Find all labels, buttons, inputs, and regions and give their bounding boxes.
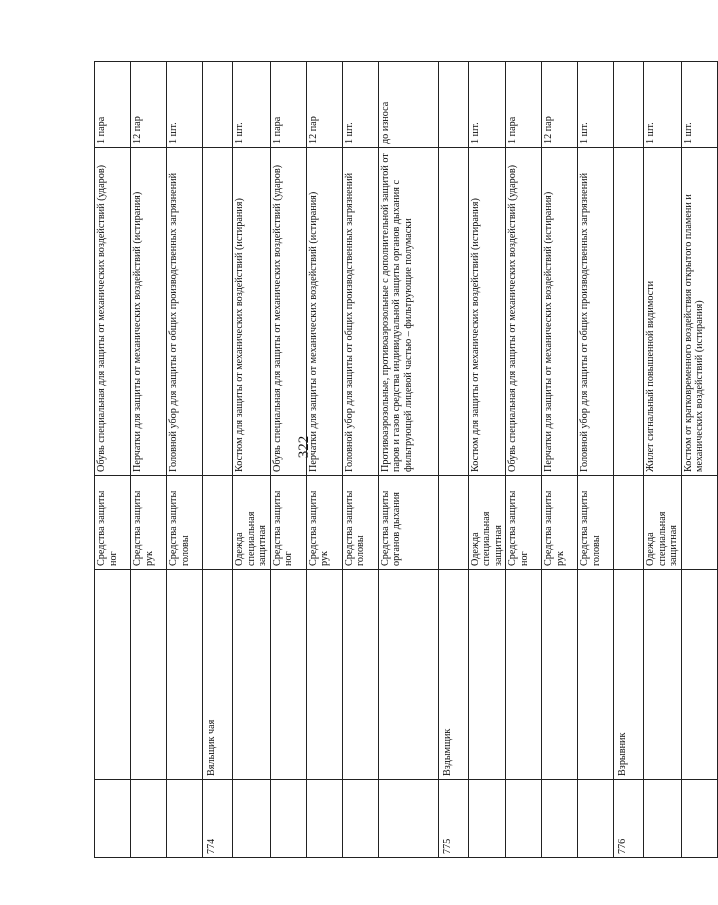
profession-cell: Вяльщик чая [203,570,233,780]
row-number-cell [644,780,682,858]
ppe-name-cell [438,148,468,476]
issue-norm-cell: 1 шт. [233,62,271,148]
issue-norm-cell: 1 пара [270,62,306,148]
profession-cell [578,570,614,780]
profession-cell [270,570,306,780]
profession-cell [378,570,438,780]
issue-norm-cell: 1 шт. [468,62,506,148]
table-row [378,62,438,858]
table-row [270,62,306,858]
ppe-type-cell: Одежда специальная защитная [644,476,682,570]
ppe-type-cell: Средства защиты рук [131,476,167,570]
row-number-cell [131,780,167,858]
profession-cell [306,570,342,780]
table-row [468,62,506,858]
profession-cell [167,570,203,780]
table-row [506,62,542,858]
ppe-type-cell: Средства защиты головы [578,476,614,570]
page-number: 322 [296,435,312,459]
profession-cell [342,570,378,780]
row-number-cell [270,780,306,858]
ppe-name-cell: Головной убор для защиты от общих производственных загрязнений [167,148,203,476]
ppe-name-cell: Перчатки для защиты от механических воздействий (истирания) [542,148,578,476]
ppe-name-cell: Перчатки для защиты от механических воздействий (истирания) [131,148,167,476]
row-number-cell [578,780,614,858]
ppe-type-cell: Средства защиты рук [306,476,342,570]
profession-cell: Вздымщик [438,570,468,780]
table-row [342,62,378,858]
rotated-table-container [94,62,705,858]
row-number-cell [506,780,542,858]
ppe-name-cell [203,148,233,476]
ppe-type-cell: Одежда специальная защитная [233,476,271,570]
profession-cell [644,570,682,780]
table-row [438,62,468,858]
issue-norm-cell: 12 пар [306,62,342,148]
ppe-type-cell [614,476,644,570]
ppe-name-cell: Жилет сигнальный повышенной видимости [644,148,682,476]
issue-norm-cell: 1 пара [506,62,542,148]
row-number-cell: 776 [614,780,644,858]
table-row [167,62,203,858]
ppe-type-cell: Средства защиты ног [270,476,306,570]
row-number-cell [306,780,342,858]
row-number-cell [378,780,438,858]
profession-cell: Взрывник [614,570,644,780]
table-row [578,62,614,858]
issue-norm-cell [203,62,233,148]
table-row [614,62,644,858]
ppe-name-cell: Головной убор для защиты от общих производственных загрязнений [578,148,614,476]
ppe-type-cell: Средства защиты рук [542,476,578,570]
row-number-cell [342,780,378,858]
row-number-cell [233,780,271,858]
row-number-cell: 775 [438,780,468,858]
ppe-name-cell [614,148,644,476]
ppe-type-cell [681,476,717,570]
table-row [681,62,717,858]
issue-norm-cell: 1 пара [95,62,131,148]
table-row [131,62,167,858]
ppe-name-cell: Головной убор для защиты от общих производственных загрязнений [342,148,378,476]
ppe-type-cell: Средства защиты органов дыхания [378,476,438,570]
ppe-type-cell: Средства защиты головы [342,476,378,570]
ppe-name-cell: Костюм от кратковременного воздействия открытого пламени и механических воздействий (истирания) [681,148,717,476]
table-row [306,62,342,858]
profession-cell [506,570,542,780]
row-number-cell [95,780,131,858]
ppe-type-cell [203,476,233,570]
table-row [95,62,131,858]
table-row [542,62,578,858]
ppe-norms-table [94,61,718,858]
profession-cell [95,570,131,780]
table-body [95,62,718,858]
issue-norm-cell: 1 шт. [167,62,203,148]
ppe-name-cell: Костюм для защиты от механических воздействий (истирания) [468,148,506,476]
ppe-norms-table-frame [94,62,705,858]
ppe-name-cell: Противоаэрозольные, противоаэрозольные с дополнительной защитой от паров и газов средства индивидуальной защиты органов дыхания с фильтрующей лицевой частью – фильтрующие полумаски [378,148,438,476]
row-number-cell [167,780,203,858]
profession-cell [542,570,578,780]
issue-norm-cell [614,62,644,148]
issue-norm-cell: до износа [378,62,438,148]
issue-norm-cell: 1 шт. [681,62,717,148]
ppe-type-cell: Средства защиты ног [506,476,542,570]
issue-norm-cell: 1 шт. [644,62,682,148]
profession-cell [468,570,506,780]
ppe-name-cell: Обувь специальная для защиты от механических воздействий (ударов) [270,148,306,476]
issue-norm-cell: 1 шт. [578,62,614,148]
issue-norm-cell [438,62,468,148]
row-number-cell [542,780,578,858]
profession-cell [131,570,167,780]
row-number-cell: 774 [203,780,233,858]
ppe-name-cell: Перчатки для защиты от механических воздействий (истирания) [306,148,342,476]
ppe-type-cell: Средства защиты головы [167,476,203,570]
issue-norm-cell: 12 пар [542,62,578,148]
issue-norm-cell: 12 пар [131,62,167,148]
ppe-type-cell [438,476,468,570]
profession-cell [233,570,271,780]
table-row [233,62,271,858]
ppe-type-cell: Средства защиты ног [95,476,131,570]
profession-cell [681,570,717,780]
ppe-type-cell: Одежда специальная защитная [468,476,506,570]
ppe-name-cell: Обувь специальная для защиты от механических воздействий (ударов) [506,148,542,476]
ppe-name-cell: Костюм для защиты от механических воздействий (истирания) [233,148,271,476]
row-number-cell [681,780,717,858]
table-row [203,62,233,858]
row-number-cell [468,780,506,858]
table-row [644,62,682,858]
issue-norm-cell: 1 шт. [342,62,378,148]
ppe-name-cell: Обувь специальная для защиты от механических воздействий (ударов) [95,148,131,476]
